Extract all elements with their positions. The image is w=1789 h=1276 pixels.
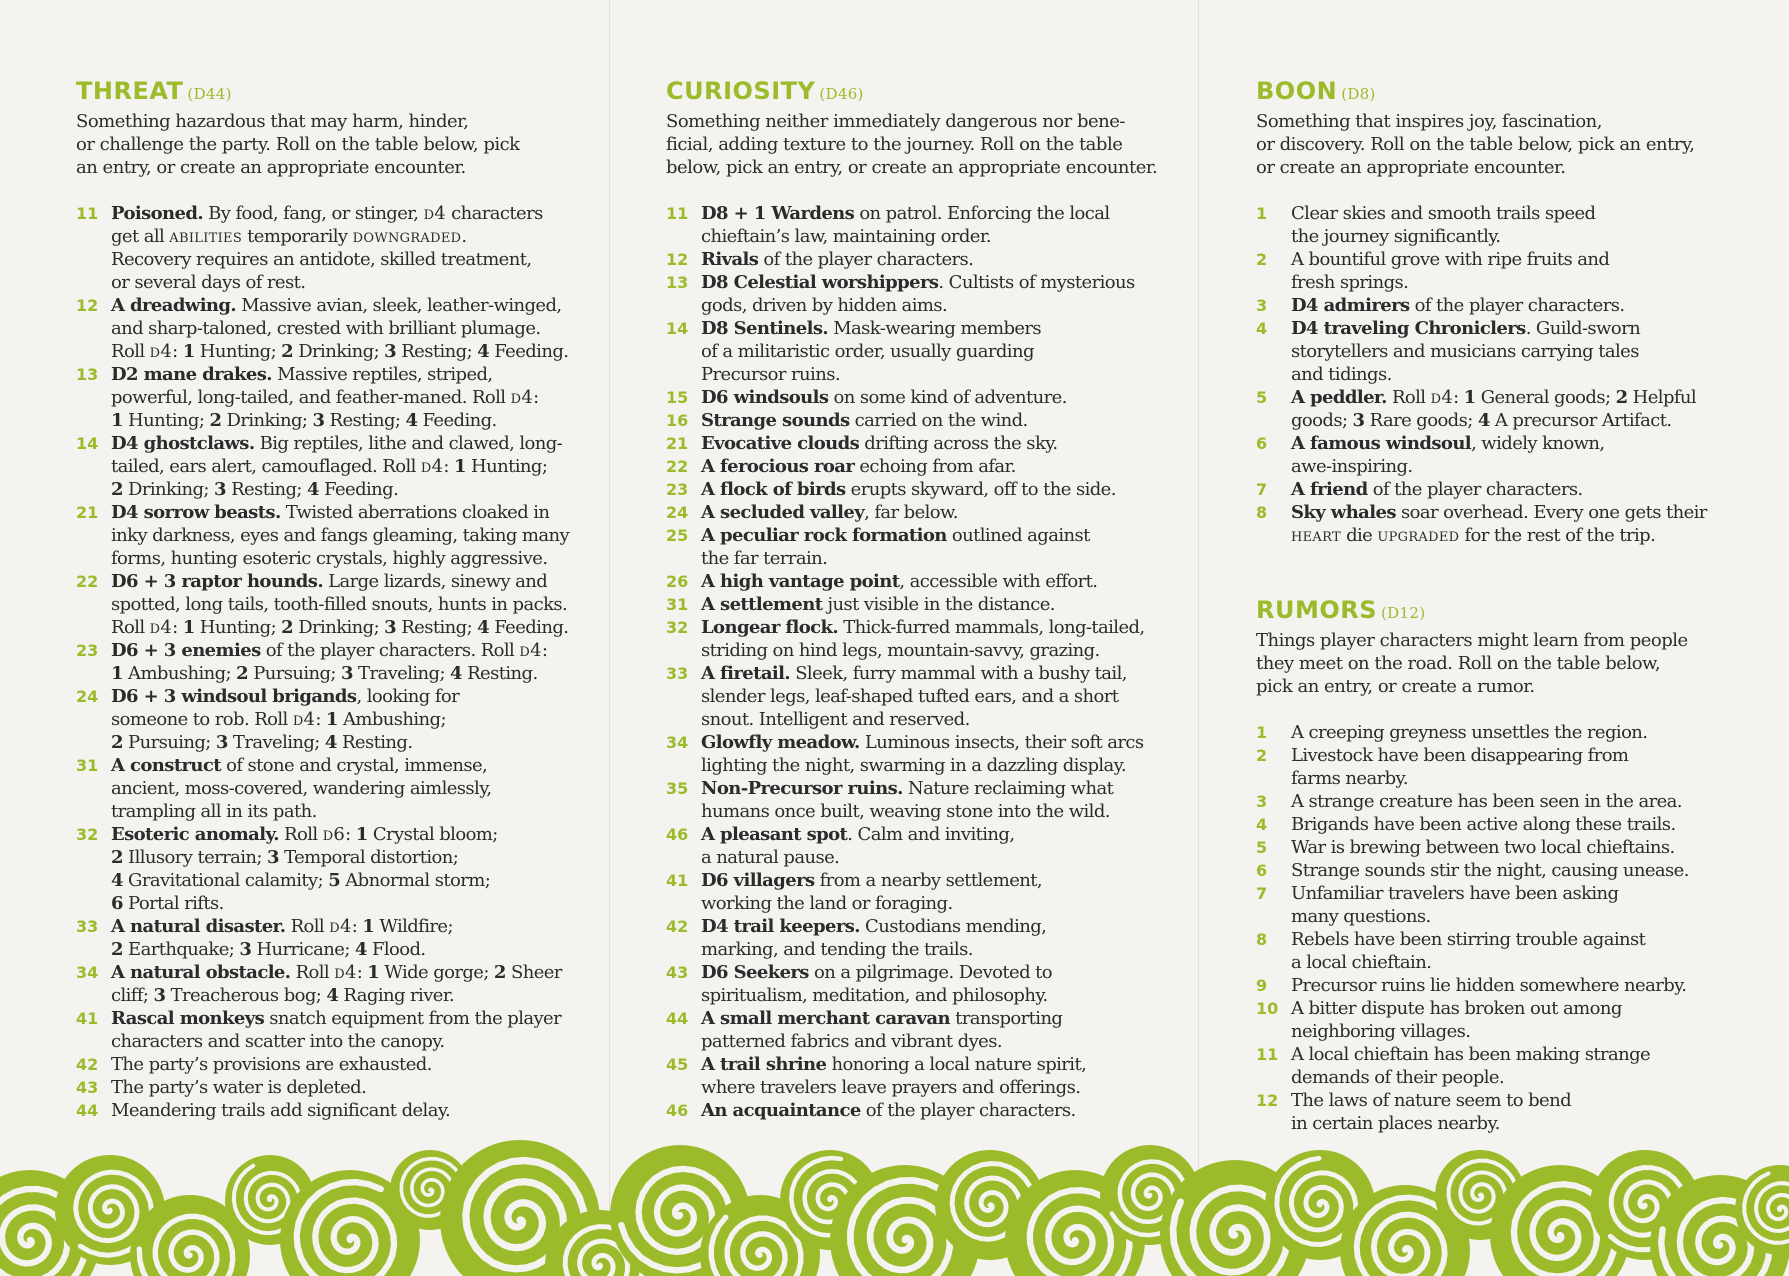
table-row [1256,997,1756,1043]
entry-text: D4 trail keepers. Custodians mending, marking, and tending the trails. [701,916,1047,960]
entry-text: A pleasant spot. Calm and inviting, a natural pause. [701,824,1015,868]
boon-heading [1256,76,1756,109]
entry-text: A natural disaster. Roll d4: 1 Wildfire; 2 Earthquake; 3 Hurricane; 4 Flood. [111,916,453,960]
threat-intro: Something hazardous that may harm, hinder, or challenge the party. Roll on the table below, pick an entry, or create an appropriate encounter. [76,111,520,178]
table-row [666,455,1166,478]
entry-text: Esoteric anomaly. Roll d6: 1 Crystal bloom; 2 Illusory terrain; 3 Temporal distortion; 4 Gravitational calamity; 5 Abnormal storm; 6 Portal rifts. [111,824,498,914]
entry-number: 25 [666,526,689,545]
table-row [1256,478,1756,501]
entry-number: 42 [666,917,689,936]
entry-number: 24 [76,687,99,706]
entry-number: 12 [76,296,99,315]
entry-number: 11 [1256,1045,1279,1064]
entry-number: 11 [76,204,99,223]
entry-number: 14 [666,319,689,338]
entry-text: Rivals of the player characters. [701,249,974,270]
page-fold-left [609,0,610,1276]
table-row [76,915,576,961]
entry-text: A dreadwing. Massive avian, sleek, leather-winged, and sharp-taloned, crested with brilliant plumage. Roll d4: 1 Hunting; 2 Drinking; 3 Resting; 4 Feeding. [111,295,569,362]
entry-number: 44 [666,1009,689,1028]
entry-text: A bitter dispute has broken out among neighboring villages. [1291,998,1622,1042]
entry-text: Strange sounds stir the night, causing unease. [1291,860,1689,881]
entry-number: 14 [76,434,99,453]
table-row [1256,432,1756,478]
table-row [666,1007,1166,1053]
entry-text: An acquaintance of the player characters. [701,1100,1076,1121]
entry-text: A construct of stone and crystal, immense, ancient, moss-covered, wandering aimlessly, trampling all in its path. [111,755,492,822]
entry-number: 43 [666,963,689,982]
table-row [76,823,576,915]
entry-number: 23 [666,480,689,499]
entry-number: 13 [666,273,689,292]
entry-number: 42 [76,1055,99,1074]
table-row [1256,744,1756,790]
entry-text: D6 + 3 raptor hounds. Large lizards, sinewy and spotted, long tails, tooth-filled snouts, hunts in packs. Roll d4: 1 Hunting; 2 Drinking; 3 Resting; 4 Feeding. [111,571,569,638]
entry-number: 22 [666,457,689,476]
table-row [1256,501,1756,547]
entry-text: A natural obstacle. Roll d4: 1 Wide gorge; 2 Sheer cliff; 3 Treacherous bog; 4 Raging river. [111,962,562,1006]
entry-text: D6 + 3 enemies of the player characters. Roll d4: 1 Ambushing; 2 Pursuing; 3 Traveling; 4 Resting. [111,640,548,684]
entry-text: D2 mane drakes. Massive reptiles, striped, powerful, long-tailed, and feather-maned. Roll d4: 1 Hunting; 2 Drinking; 3 Resting; 4 Feeding. [111,364,539,431]
table-row [1256,859,1756,882]
entry-text: Unfamiliar travelers have been asking many questions. [1291,883,1619,927]
entry-text: Rascal monkeys snatch equipment from the player characters and scatter into the canopy. [111,1008,562,1052]
table-row [1256,813,1756,836]
table-row [666,869,1166,915]
entry-text: The party’s provisions are exhausted. [111,1054,432,1075]
entry-text: Rebels have been stirring trouble against a local chieftain. [1291,929,1646,973]
boon-intro: Something that inspires joy, fascination, or discovery. Roll on the table below, pick an entry, or create an appropriate encounter. [1256,111,1695,178]
entry-text: A famous windsoul, widely known, awe-inspiring. [1291,433,1605,477]
entry-number: 9 [1256,976,1268,995]
table-row [76,202,576,294]
entry-text: A bountiful grove with ripe fruits and fresh springs. [1291,249,1610,293]
entry-text: Precursor ruins lie hidden somewhere nearby. [1291,975,1687,996]
entry-text: Evocative clouds drifting across the sky. [701,433,1058,454]
entry-number: 2 [1256,746,1268,765]
table-row [666,570,1166,593]
curiosity-title: CURIOSITY [666,77,816,105]
entry-number: 16 [666,411,689,430]
table-row [76,639,576,685]
entry-text: A flock of birds erupts skyward, off to the side. [701,479,1116,500]
table-row [1256,317,1756,386]
entry-number: 21 [76,503,99,522]
table-row [666,202,1166,248]
threat-heading [76,76,576,109]
table-row [1256,836,1756,859]
boon-table [1256,202,1756,547]
table-row [1256,202,1756,248]
entry-number: 24 [666,503,689,522]
entry-number: 6 [1256,861,1268,880]
entry-text: D4 traveling Chroniclers. Guild-sworn storytellers and musicians carrying tales and tidings. [1291,318,1641,385]
entry-number: 3 [1256,296,1268,315]
rumors-intro: Things player characters might learn from people they meet on the road. Roll on the table below, pick an entry, or create a rumor. [1256,630,1688,697]
table-row [666,501,1166,524]
table-row [76,961,576,1007]
entry-number: 26 [666,572,689,591]
entry-text: D4 sorrow beasts. Twisted aberrations cloaked in inky darkness, eyes and fangs gleaming, taking many forms, hunting esoteric crystals, highly aggressive. [111,502,570,569]
entry-number: 8 [1256,930,1268,949]
entry-number: 45 [666,1055,689,1074]
table-row [666,662,1166,731]
curiosity-intro: Something neither immediately dangerous nor bene- ficial, adding texture to the journey. Roll on the table below, pick an entry, or create an appropriate encounter. [666,111,1158,178]
entry-number: 32 [76,825,99,844]
entry-text: A firetail. Sleek, furry mammal with a bushy tail, slender legs, leaf-shaped tufted ears, and a short snout. Intelligent and reserved. [701,663,1127,730]
entry-number: 12 [1256,1091,1279,1110]
entry-number: 41 [76,1009,99,1028]
entry-text: Longear flock. Thick-furred mammals, long-tailed, striding on hind legs, mountain-savvy, grazing. [701,617,1145,661]
curiosity-die: (D46) [819,85,864,103]
entry-number: 8 [1256,503,1268,522]
entry-text: A ferocious roar echoing from afar. [701,456,1016,477]
boon-title: BOON [1256,77,1338,105]
entry-text: A high vantage point, accessible with effort. [701,571,1098,592]
entry-number: 31 [666,595,689,614]
table-row [76,1007,576,1053]
table-row [76,432,576,501]
entry-number: 33 [76,917,99,936]
entry-number: 15 [666,388,689,407]
entry-number: 7 [1256,480,1268,499]
entry-text: A local chieftain has been making strange demands of their people. [1291,1044,1651,1088]
table-row [666,823,1166,869]
table-row [666,961,1166,1007]
table-row [1256,248,1756,294]
entry-number: 23 [76,641,99,660]
table-row [666,478,1166,501]
table-row [666,317,1166,386]
entry-text: A strange creature has been seen in the area. [1291,791,1682,812]
entry-text: The party’s water is depleted. [111,1077,367,1098]
entry-number: 44 [76,1101,99,1120]
threat-die: (D44) [187,85,232,103]
entry-number: 41 [666,871,689,890]
entry-text: A secluded valley, far below. [701,502,958,523]
threat-table [76,202,576,1122]
entry-text: D6 Seekers on a pilgrimage. Devoted to spiritualism, meditation, and philosophy. [701,962,1053,1006]
entry-number: 6 [1256,434,1268,453]
entry-text: D8 Celestial worshippers. Cultists of mysterious gods, driven by hidden aims. [701,272,1135,316]
entry-text: A creeping greyness unsettles the region. [1291,722,1648,743]
entry-text: War is brewing between two local chieftains. [1291,837,1675,858]
entry-text: Poisoned. By food, fang, or stinger, d4 characters get all abilities temporarily downgraded. Recovery requires an antidote, skilled treatment, or several days of rest. [111,203,543,293]
entry-number: 5 [1256,388,1268,407]
entry-number: 31 [76,756,99,775]
entry-number: 12 [666,250,689,269]
curiosity-heading [666,76,1166,109]
entry-number: 5 [1256,838,1268,857]
table-row [76,501,576,570]
table-row [1256,721,1756,744]
entry-number: 21 [666,434,689,453]
table-row [666,524,1166,570]
entry-text: D8 Sentinels. Mask-wearing members of a militaristic order, usually guarding Precursor ruins. [701,318,1042,385]
table-row [1256,294,1756,317]
table-row [666,432,1166,455]
rumors-heading [1256,595,1756,628]
table-row [666,593,1166,616]
boon-column [1256,76,1756,1135]
entry-number: 34 [666,733,689,752]
entry-number: 11 [666,204,689,223]
table-row [76,1053,576,1076]
table-row [76,294,576,363]
entry-number: 7 [1256,884,1268,903]
entry-number: 46 [666,1101,689,1120]
curiosity-table [666,202,1166,1122]
table-row [1256,1043,1756,1089]
rumors-title: RUMORS [1256,596,1378,624]
rumors-table [1256,721,1756,1135]
entry-text: The laws of nature seem to bend in certain places nearby. [1291,1090,1571,1134]
entry-text: D6 + 3 windsoul brigands, looking for someone to rob. Roll d4: 1 Ambushing; 2 Pursuing; 3 Traveling; 4 Resting. [111,686,460,753]
threat-column [76,76,576,1122]
table-row [666,248,1166,271]
entry-number: 13 [76,365,99,384]
entry-text: A trail shrine honoring a local nature spirit, where travelers leave prayers and offerings. [701,1054,1087,1098]
entry-text: Clear skies and smooth trails speed the journey significantly. [1291,203,1596,247]
table-row [76,363,576,432]
entry-text: A peddler. Roll d4: 1 General goods; 2 Helpful goods; 3 Rare goods; 4 A precursor Artifact. [1291,387,1697,431]
table-row [76,570,576,639]
table-row [666,777,1166,823]
table-row [1256,928,1756,974]
entry-number: 1 [1256,723,1268,742]
entry-number: 32 [666,618,689,637]
curiosity-column [666,76,1166,1122]
entry-number: 4 [1256,319,1268,338]
entry-text: Non-Precursor ruins. Nature reclaiming what humans once built, weaving stone into the wild. [701,778,1114,822]
entry-number: 1 [1256,204,1268,223]
entry-text: Sky whales soar overhead. Every one gets their heart die upgraded for the rest of the trip. [1291,502,1707,546]
table-row [76,685,576,754]
entry-number: 22 [76,572,99,591]
table-row [1256,974,1756,997]
entry-number: 2 [1256,250,1268,269]
threat-title: THREAT [76,77,184,105]
boon-die: (D8) [1341,85,1376,103]
entry-text: D6 windsouls on some kind of adventure. [701,387,1067,408]
table-row [666,915,1166,961]
table-row [666,731,1166,777]
entry-number: 4 [1256,815,1268,834]
entry-number: 34 [76,963,99,982]
table-row [666,409,1166,432]
rumors-die: (D12) [1381,604,1426,622]
entry-text: Livestock have been disappearing from farms nearby. [1291,745,1629,789]
table-row [1256,882,1756,928]
entry-text: A peculiar rock formation outlined against the far terrain. [701,525,1090,569]
entry-text: D8 + 1 Wardens on patrol. Enforcing the local chieftain’s law, maintaining order. [701,203,1110,247]
entry-text: Glowfly meadow. Luminous insects, their soft arcs lighting the night, swarming in a dazzling display. [701,732,1144,776]
table-row [76,754,576,823]
entry-number: 43 [76,1078,99,1097]
table-row [666,616,1166,662]
page-fold-right [1198,0,1199,1276]
entry-number: 35 [666,779,689,798]
entry-number: 46 [666,825,689,844]
entry-text: D4 admirers of the player characters. [1291,295,1625,316]
table-row [666,386,1166,409]
entry-text: A small merchant caravan transporting patterned fabrics and vibrant dyes. [701,1008,1063,1052]
entry-text: Meandering trails add significant delay. [111,1100,451,1121]
entry-number: 3 [1256,792,1268,811]
table-row [1256,790,1756,813]
table-row [1256,386,1756,432]
entry-number: 33 [666,664,689,683]
entry-number: 10 [1256,999,1279,1018]
decorative-swirl-border [0,1090,1789,1276]
entry-text: A friend of the player characters. [1291,479,1583,500]
entry-text: D6 villagers from a nearby settlement, working the land or foraging. [701,870,1042,914]
table-row [666,271,1166,317]
entry-text: Strange sounds carried on the wind. [701,410,1028,431]
entry-text: A settlement just visible in the distance. [701,594,1055,615]
entry-text: Brigands have been active along these trails. [1291,814,1676,835]
entry-text: D4 ghostclaws. Big reptiles, lithe and clawed, long- tailed, ears alert, camouflaged. Roll d4: 1 Hunting; 2 Drinking; 3 Resting; 4 Feeding. [111,433,563,500]
